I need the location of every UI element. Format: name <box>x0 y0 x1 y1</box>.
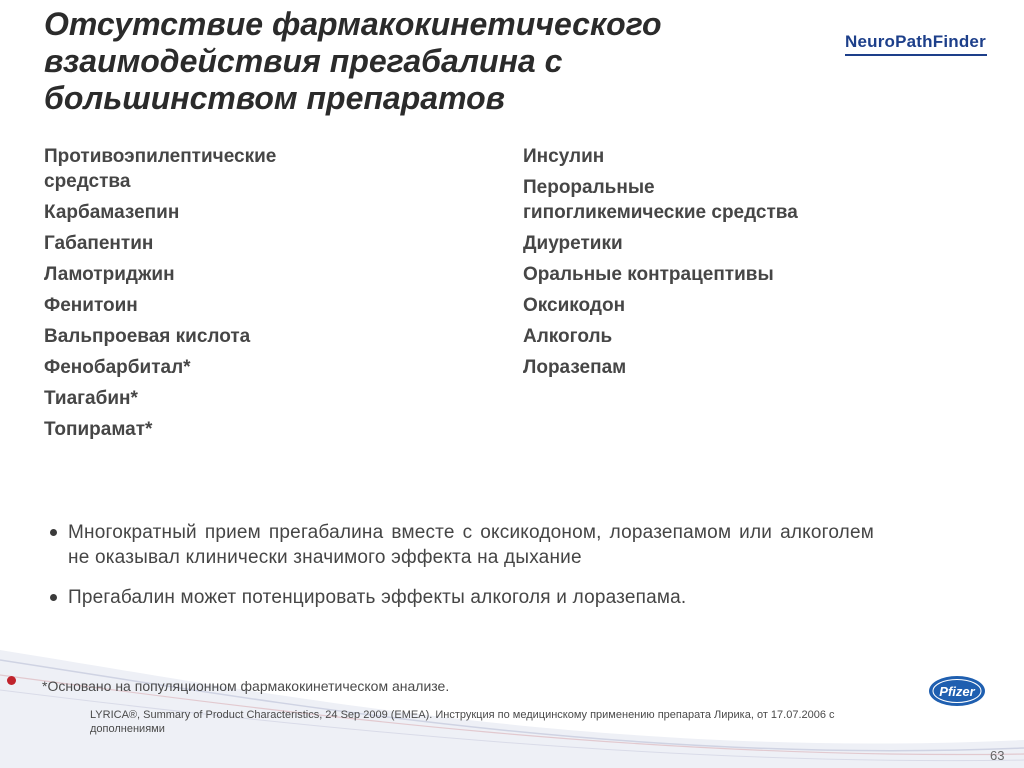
pfizer-logo-text: Pfizer <box>939 684 975 699</box>
bullet-dot-icon <box>50 594 57 601</box>
list-item: Оксикодон <box>523 295 626 316</box>
reference: LYRICA®, Summary of Product Characteristics, 24 Sep 2009 (EMEA). Инструкция по медицинскому применению препарата Лирика, от 17.07.2006 с дополнениями <box>90 709 835 735</box>
list-item: Габапентин <box>44 233 154 254</box>
red-dot-icon <box>7 676 16 685</box>
logo-underline <box>845 54 987 56</box>
list-item: Диуретики <box>523 233 623 254</box>
list-item: Ламотриджин <box>44 264 175 285</box>
bullet-item <box>44 520 874 570</box>
bullet-text: Многократный прием прегабалина вместе с оксикодоном, лоразепамом или алкоголем не оказывал клинически значимого эффекта на дыхание <box>68 522 874 568</box>
list-item: Лоразепам <box>523 357 627 378</box>
drug-list-left <box>44 144 364 448</box>
list-item: Тиагабин* <box>44 388 138 409</box>
slide-title: Отсутствие фармакокинетического взаимодействия прегабалина с большинством препаратов <box>44 6 662 116</box>
bullet-dot-icon <box>50 529 57 536</box>
list-item: Алкоголь <box>523 326 613 347</box>
bullet-text: Прегабалин может потенцировать эффекты алкоголя и лоразепама. <box>68 587 687 608</box>
pfizer-logo <box>928 675 986 707</box>
footnote: *Основано на популяционном фармакокинетическом анализе. <box>42 678 450 694</box>
decorative-swoosh <box>0 620 1024 768</box>
bullet-list <box>44 520 874 625</box>
list-item: Топирамат* <box>44 419 153 440</box>
list-item: Фенобарбитал* <box>44 357 191 378</box>
drug-list-right <box>523 144 803 386</box>
list-item: Инсулин <box>523 146 605 167</box>
list-item: Противоэпилептические средства <box>44 146 277 192</box>
neuropathfinder-logo <box>845 32 987 56</box>
list-item: Фенитоин <box>44 295 138 316</box>
page-number: 63 <box>990 748 1005 763</box>
list-item: Пероральные гипогликемические средства <box>523 177 798 223</box>
list-item: Вальпроевая кислота <box>44 326 251 347</box>
logo-text: NeuroPathFinder <box>845 32 986 51</box>
list-item: Карбамазепин <box>44 202 180 223</box>
bullet-item <box>44 585 874 610</box>
list-item: Оральные контрацептивы <box>523 264 774 285</box>
